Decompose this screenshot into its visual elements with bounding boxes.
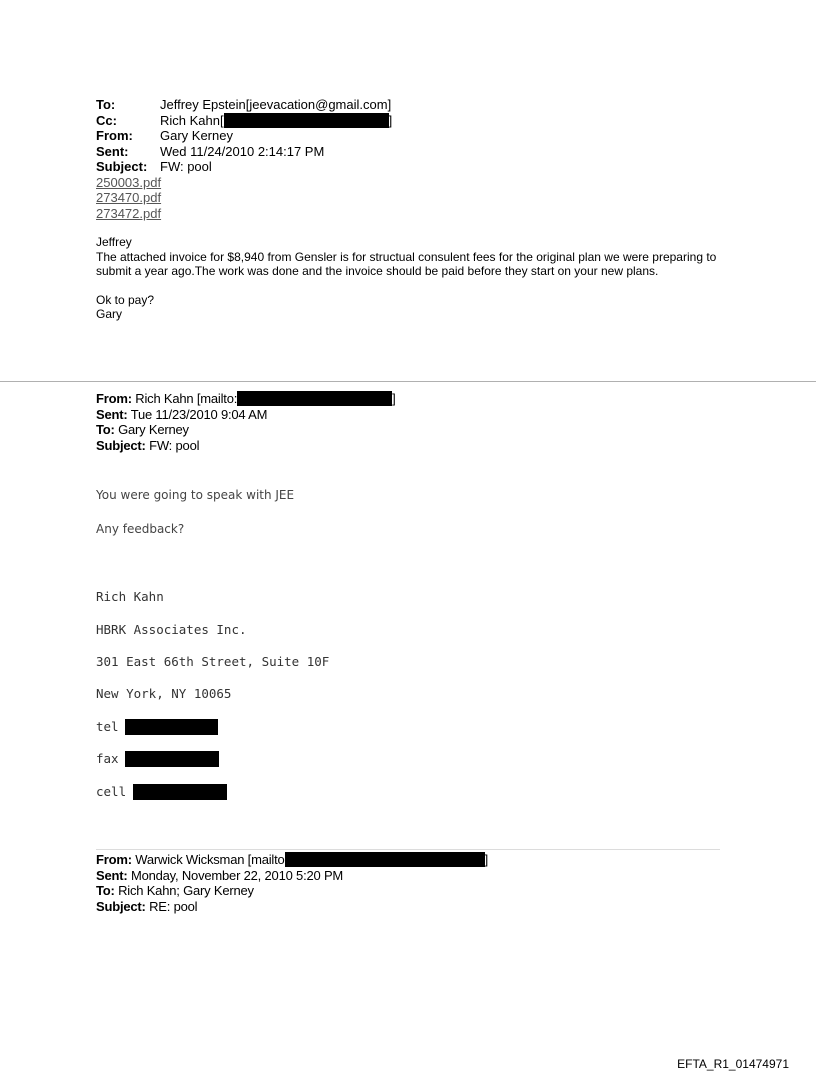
from-suffix: ] [484,852,488,867]
to-value: Jeffrey Epstein[jeevacation@gmail.com] [160,97,392,112]
to-label: To: [96,97,116,112]
email2-header [96,391,396,453]
to-value: Gary Kerney [118,422,189,437]
subject-value: FW: pool [149,437,200,453]
to-label: To: [96,883,115,898]
subject-label: Subject: [96,898,146,914]
subject-row [96,159,392,175]
from-label: From: [96,128,133,143]
signature-company: HBRK Associates Inc. [96,622,247,637]
cc-suffix: ] [388,112,393,128]
from-suffix: ] [392,391,396,406]
from-row [96,391,396,407]
cc-label: Cc: [96,112,117,128]
from-label: From: [96,391,132,406]
divider [96,849,720,850]
sent-row [96,144,392,160]
sent-row [96,868,488,884]
cc-prefix: Rich Kahn[ [160,112,224,128]
subject-row [96,438,396,454]
subject-value: FW: pool [160,159,212,174]
redaction-bar [224,113,389,128]
signature-address: 301 East 66th Street, Suite 10F [96,654,330,669]
to-label: To: [96,422,115,437]
sent-value: Monday, November 22, 2010 5:20 PM [130,867,344,883]
question: Ok to pay? [96,292,155,307]
from-value: Rich Kahn [mailto: [135,391,238,406]
sent-row [96,407,396,423]
redaction-bar [125,719,218,735]
to-row [96,97,392,113]
sent-label: Sent: [96,406,128,422]
redaction-bar [237,391,392,406]
document-id: EFTA_R1_01474971 [677,1057,789,1071]
subject-row [96,899,488,915]
divider [0,381,816,382]
from-value: Gary Kerney [160,128,233,143]
tel-label: tel [96,719,119,734]
from-row [96,128,392,144]
sent-value: Wed 11/24/2010 2:14:17 PM [160,143,325,159]
subject-label: Subject: [96,437,146,453]
to-row [96,883,488,899]
subject-label: Subject: [96,159,148,174]
cc-row [96,113,392,129]
email1-header [96,97,392,221]
message-line: Any feedback? [96,522,185,536]
signature-name: Rich Kahn [96,589,164,604]
redaction-bar [125,751,219,767]
from-value: Warwick Wicksman [mailto [135,852,285,867]
redaction-bar [133,784,227,800]
signature-city: New York, NY 10065 [96,686,232,701]
redaction-bar [285,852,485,867]
from-label: From: [96,852,132,867]
email3-header [96,852,488,914]
from-row [96,852,488,868]
signature-tel [96,719,119,734]
message-line: You were going to speak with JEE [96,488,295,502]
signature-cell [96,784,126,799]
attachment-link[interactable]: 250003.pdf [96,174,162,190]
cell-label: cell [96,784,127,799]
signoff: Gary [96,307,123,321]
signature-fax [96,751,119,766]
attachment-link[interactable]: 273472.pdf [96,205,162,221]
subject-value: RE: pool [149,898,198,914]
email1-body [96,235,736,322]
body-text: The attached invoice for $8,940 from Gensler is for structual consulent fees for the original plan we were preparing to submit a year ago.The work was done and the invoice should be paid before they start on your new plans. [96,249,717,278]
sent-value: Tue 11/23/2010 9:04 AM [130,406,268,422]
sent-label: Sent: [96,867,128,883]
sent-label: Sent: [96,143,129,159]
to-value: Rich Kahn; Gary Kerney [118,883,254,898]
fax-label: fax [96,751,119,766]
attachment-link[interactable]: 273470.pdf [96,190,162,205]
greeting: Jeffrey [96,235,132,249]
to-row [96,422,396,438]
